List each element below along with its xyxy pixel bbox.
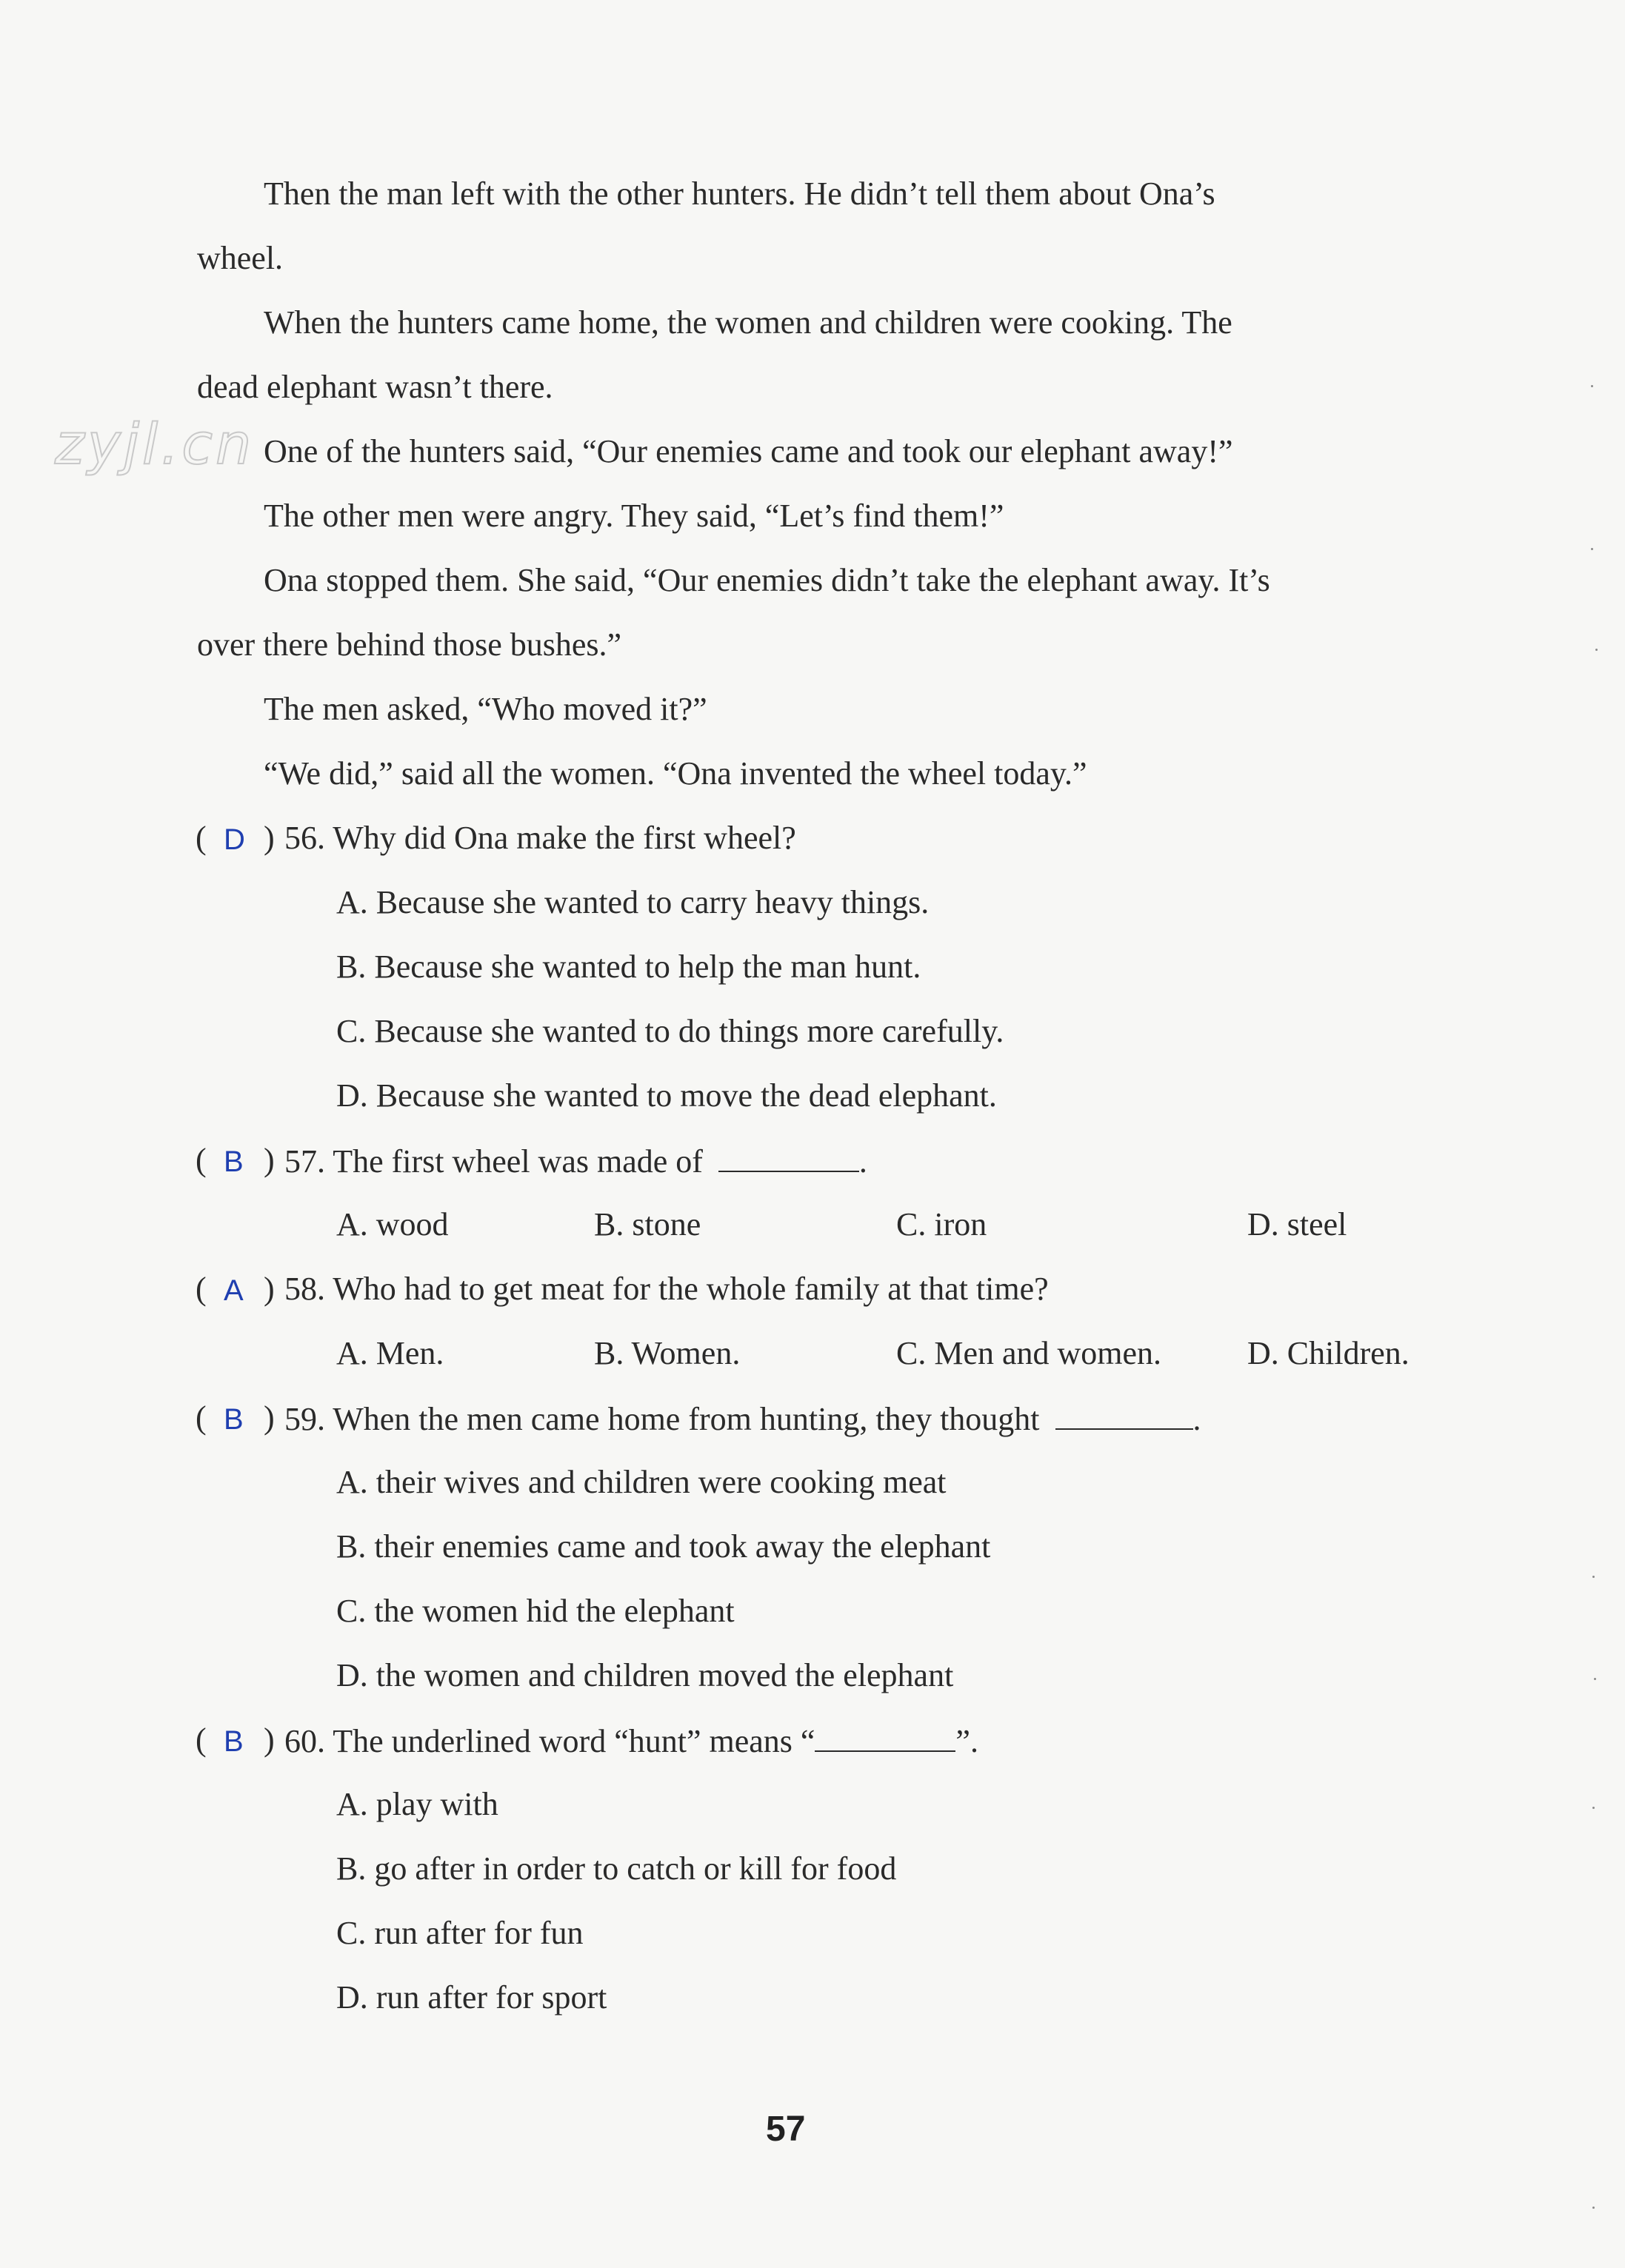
scan-speck — [1592, 1807, 1595, 1809]
option: A. wood — [336, 1206, 449, 1242]
question-stem — [284, 1402, 1201, 1436]
scan-speck — [1594, 1678, 1596, 1680]
answer-mark: B — [224, 1403, 244, 1436]
option: D. run after for sport — [336, 1979, 607, 2016]
question-stem-end: . — [858, 1143, 867, 1180]
passage-line: Ona stopped them. She said, “Our enemies didn’t take the elephant away. It’s — [264, 562, 1270, 598]
answer-mark: B — [224, 1145, 244, 1178]
option: C. Men and women. — [896, 1335, 1162, 1371]
passage-line: One of the hunters said, “Our enemies came and took our elephant away!” — [264, 433, 1233, 469]
option: B. Women. — [594, 1335, 741, 1371]
watermark: zyjl.cn — [55, 411, 255, 477]
answer-bracket: ) — [264, 820, 275, 856]
option: D. steel — [1247, 1206, 1347, 1242]
passage-line: wheel. — [197, 240, 284, 276]
answer-mark: D — [224, 823, 245, 856]
scan-speck — [1591, 548, 1593, 550]
option: B. Because she wanted to help the man hunt. — [336, 949, 921, 985]
question-stem-end: . — [1192, 1401, 1201, 1437]
option: A. Because she wanted to carry heavy things. — [336, 884, 930, 920]
option: D. the women and children moved the elephant — [336, 1657, 954, 1693]
question-stem — [284, 1144, 867, 1178]
option: B. go after in order to catch or kill for food — [336, 1850, 897, 1887]
question-stem: 56. Why did Ona make the first wheel? — [284, 820, 796, 856]
scan-speck — [1595, 649, 1598, 651]
option: C. iron — [896, 1206, 987, 1242]
passage-line: dead elephant wasn’t there. — [197, 369, 553, 405]
answer-bracket: ) — [264, 1142, 275, 1178]
scan-speck — [1592, 2207, 1595, 2209]
answer-bracket: ) — [264, 1722, 275, 1758]
passage-line: Then the man left with the other hunters. He didn’t tell them about Ona’s — [264, 175, 1215, 212]
passage-line: When the hunters came home, the women and children were cooking. The — [264, 304, 1232, 341]
answer-bracket: ( — [196, 1142, 207, 1178]
passage-line: “We did,” said all the women. “Ona invented the wheel today.” — [264, 755, 1087, 792]
question-stem: 58. Who had to get meat for the whole family at that time? — [284, 1271, 1049, 1307]
answer-mark: B — [224, 1725, 244, 1758]
question-stem-text: 57. The first wheel was made of — [284, 1143, 703, 1180]
answer-bracket: ( — [196, 1722, 207, 1758]
option: C. run after for fun — [336, 1915, 584, 1951]
option: A. their wives and children were cooking meat — [336, 1464, 947, 1500]
answer-bracket: ( — [196, 1399, 207, 1436]
scan-speck — [1592, 1576, 1595, 1578]
option: A. Men. — [336, 1335, 444, 1371]
question-stem-text: 60. The underlined word “hunt” means “ — [284, 1723, 815, 1759]
answer-blank — [815, 1724, 955, 1752]
option: A. play with — [336, 1786, 498, 1822]
option: D. Children. — [1247, 1335, 1409, 1371]
passage-line: The men asked, “Who moved it?” — [264, 691, 707, 727]
answer-bracket: ( — [196, 820, 207, 856]
answer-blank — [718, 1144, 859, 1172]
answer-bracket: ) — [264, 1271, 275, 1307]
option: D. Because she wanted to move the dead elephant. — [336, 1077, 997, 1114]
answer-blank — [1055, 1402, 1193, 1430]
question-stem-text: 59. When the men came home from hunting, they thought — [284, 1401, 1040, 1437]
answer-mark: A — [224, 1274, 244, 1307]
scan-speck — [1591, 385, 1593, 387]
answer-bracket: ) — [264, 1399, 275, 1436]
option: B. their enemies came and took away the elephant — [336, 1528, 991, 1565]
option: C. the women hid the elephant — [336, 1593, 735, 1629]
passage-line: over there behind those bushes.” — [197, 626, 622, 663]
page-number: 57 — [766, 2110, 806, 2149]
question-stem — [284, 1724, 978, 1758]
question-stem-end: ”. — [955, 1723, 978, 1759]
option: C. Because she wanted to do things more carefully. — [336, 1013, 1004, 1049]
passage-line: The other men were angry. They said, “Let’s find them!” — [264, 498, 1004, 534]
answer-bracket: ( — [196, 1271, 207, 1307]
option: B. stone — [594, 1206, 701, 1242]
